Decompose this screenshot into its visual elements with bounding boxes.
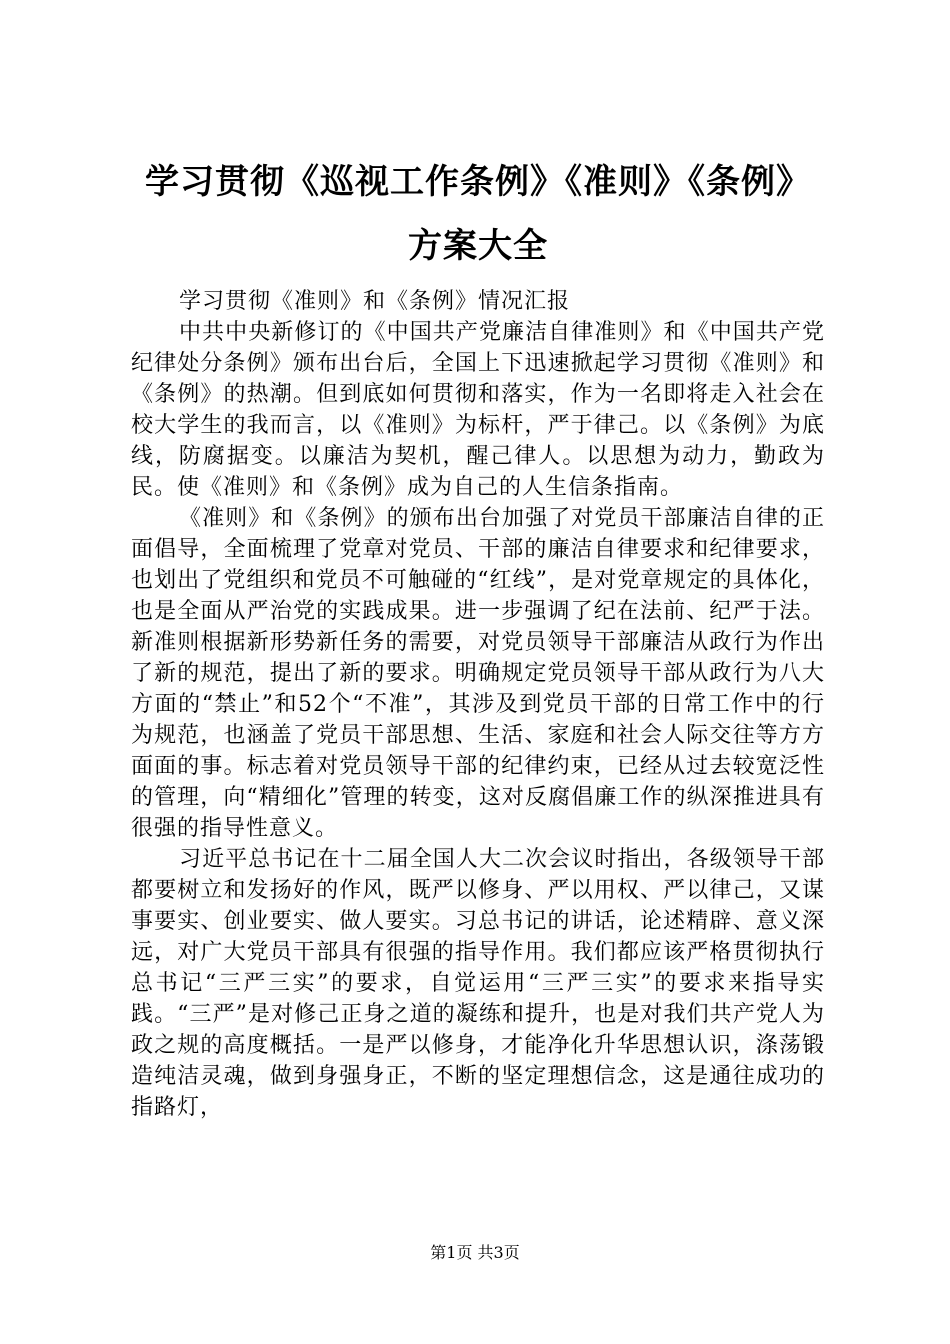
body-paragraph-3: 习近平总书记在十二届全国人大二次会议时指出，各级领导干部都要树立和发扬好的作风，既严以修身、严以用权、严以律己，又谋事要实、创业要实、做人要实。习总书记的讲话，论述精辟、意义深远，对广大党员干部具有很强的指导作用。我们都应该严格贯彻执行总书记“三严三实”的要求，自觉运用“三严三实”的要求来指导实践。“三严”是对修己正身之道的凝练和提升，也是对我们共产党人为政之规的高度概括。一是严以修身，才能净化升华思想认识，涤荡锻造纯洁灵魂，做到身强身正，不断的坚定理想信念，这是通往成功的指路灯， (131, 847, 825, 1120)
title-line-2: 方案大全 (408, 226, 548, 266)
body-paragraph-2: 《准则》和《条例》的颁布出台加强了对党员干部廉洁自律的正面倡导，全面梳理了党章对党员、干部的廉洁自律要求和纪律要求，也划出了党组织和党员不可触碰的“红线”，是对党章规定的具体化，也是全面从严治党的实践成果。进一步强调了纪在法前、纪严于法。新准则根据新形势新任务的需要，对党员领导干部廉洁从政行为作出了新的规范，提出了新的要求。明确规定党员领导干部从政行为八大方面的“禁止”和52个“不准”，其涉及到党员干部的日常工作中的行为规范，也涵盖了党员干部思想、生活、家庭和社会人际交往等方方面面的事。标志着对党员领导干部的纪律约束，已经从过去较宽泛性的管理，向“精细化”管理的转变，这对反腐倡廉工作的纵深推进具有很强的指导性意义。 (131, 506, 825, 841)
document-title (131, 150, 825, 278)
body-paragraph-1: 中共中央新修订的《中国共产党廉洁自律准则》和《中国共产党纪律处分条例》颁布出台后，全国上下迅速掀起学习贯彻《准则》和《条例》的热潮。但到底如何贯彻和落实，作为一名即将走入社会在校大学生的我而言，以《准则》为标杆，严于律己。以《条例》为底线，防腐据变。以廉洁为契机，醒己律人。以思想为动力，勤政为民。使《准则》和《条例》成为自己的人生信条指南。 (131, 320, 825, 500)
title-line-1: 学习贯彻《巡视工作条例》《准则》《条例》 (145, 162, 811, 202)
report-subheading: 学习贯彻《准则》和《条例》情况汇报 (179, 289, 571, 314)
page-footer (0, 1243, 950, 1263)
document-page (131, 150, 825, 1123)
page-number-indicator: 第1页 共3页 (430, 1243, 520, 1262)
